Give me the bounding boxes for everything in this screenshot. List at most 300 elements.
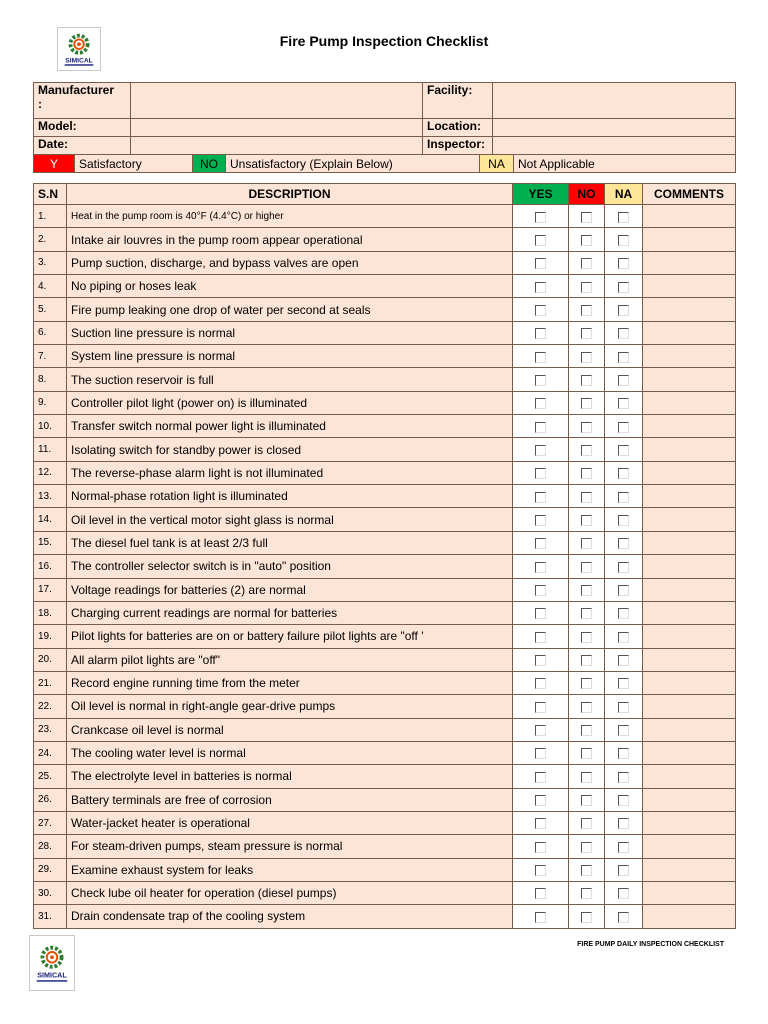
row-number: 2. (34, 228, 67, 251)
row-description: For steam-driven pumps, steam pressure is normal (67, 835, 513, 858)
row-number: 18. (34, 601, 67, 624)
cell-no (569, 788, 605, 811)
na-checkbox[interactable] (618, 328, 629, 339)
row-description: Fire pump leaking one drop of water per second at seals (67, 298, 513, 321)
cell-yes (513, 625, 569, 648)
na-checkbox[interactable] (618, 398, 629, 409)
na-checkbox[interactable] (618, 235, 629, 246)
cell-no (569, 625, 605, 648)
cell-no (569, 205, 605, 228)
inspector-label: Inspector: (423, 137, 493, 155)
manufacturer-field[interactable] (131, 83, 423, 119)
table-row (34, 811, 736, 834)
na-checkbox[interactable] (618, 445, 629, 456)
cell-na (605, 205, 643, 228)
row-number: 20. (34, 648, 67, 671)
cell-no (569, 251, 605, 274)
yes-checkbox[interactable] (535, 235, 546, 246)
cell-no (569, 415, 605, 438)
header-comments: COMMENTS (643, 184, 736, 205)
comments-cell[interactable] (643, 835, 736, 858)
cell-yes (513, 391, 569, 414)
na-checkbox[interactable] (618, 352, 629, 363)
cell-na (605, 625, 643, 648)
yes-checkbox[interactable] (535, 678, 546, 689)
cell-na (605, 788, 643, 811)
no-checkbox[interactable] (581, 655, 592, 666)
cell-no (569, 835, 605, 858)
no-checkbox[interactable] (581, 422, 592, 433)
legend-no-tag: NO (193, 155, 226, 173)
row-description: The controller selector switch is in "auto" position (67, 555, 513, 578)
no-checkbox[interactable] (581, 795, 592, 806)
cell-yes (513, 345, 569, 368)
table-row (34, 881, 736, 904)
comments-cell[interactable] (643, 555, 736, 578)
na-checkbox[interactable] (618, 282, 629, 293)
cell-yes (513, 555, 569, 578)
row-number: 6. (34, 321, 67, 344)
table-row (34, 508, 736, 531)
row-number: 5. (34, 298, 67, 321)
cell-yes (513, 321, 569, 344)
no-checkbox[interactable] (581, 398, 592, 409)
row-description: Examine exhaust system for leaks (67, 858, 513, 881)
cell-na (605, 671, 643, 694)
cell-na (605, 741, 643, 764)
cell-yes (513, 718, 569, 741)
no-checkbox[interactable] (581, 328, 592, 339)
row-number: 22. (34, 695, 67, 718)
no-checkbox[interactable] (581, 678, 592, 689)
comments-cell[interactable] (643, 251, 736, 274)
table-row (34, 718, 736, 741)
yes-checkbox[interactable] (535, 352, 546, 363)
svg-text:SIMICAL: SIMICAL (37, 971, 67, 980)
legend-yes-text: Satisfactory (75, 155, 193, 173)
row-number: 11. (34, 438, 67, 461)
row-number: 26. (34, 788, 67, 811)
na-checkbox[interactable] (618, 608, 629, 619)
cell-na (605, 298, 643, 321)
comments-cell[interactable] (643, 531, 736, 554)
row-description: Record engine running time from the meter (67, 671, 513, 694)
row-number: 29. (34, 858, 67, 881)
cell-na (605, 531, 643, 554)
table-row (34, 461, 736, 484)
header-na: NA (605, 184, 643, 205)
cell-no (569, 695, 605, 718)
comments-cell[interactable] (643, 368, 736, 391)
cell-yes (513, 788, 569, 811)
cell-yes (513, 508, 569, 531)
row-description: The suction reservoir is full (67, 368, 513, 391)
table-row (34, 648, 736, 671)
cell-na (605, 858, 643, 881)
facility-field[interactable] (493, 83, 736, 119)
row-number: 19. (34, 625, 67, 648)
comments-cell[interactable] (643, 811, 736, 834)
cell-no (569, 881, 605, 904)
na-checkbox[interactable] (618, 842, 629, 853)
row-number: 25. (34, 765, 67, 788)
cell-na (605, 601, 643, 624)
yes-checkbox[interactable] (535, 422, 546, 433)
comments-cell[interactable] (643, 858, 736, 881)
table-row (34, 415, 736, 438)
row-description: All alarm pilot lights are "off" (67, 648, 513, 671)
row-description: Battery terminals are free of corrosion (67, 788, 513, 811)
na-checkbox[interactable] (618, 772, 629, 783)
no-checkbox[interactable] (581, 235, 592, 246)
table-row (34, 368, 736, 391)
no-checkbox[interactable] (581, 492, 592, 503)
table-row (34, 275, 736, 298)
row-description: The reverse-phase alarm light is not illuminated (67, 461, 513, 484)
location-field[interactable] (493, 119, 736, 137)
comments-cell[interactable] (643, 718, 736, 741)
yes-checkbox[interactable] (535, 888, 546, 899)
table-row (34, 578, 736, 601)
cell-na (605, 391, 643, 414)
row-number: 9. (34, 391, 67, 414)
yes-checkbox[interactable] (535, 398, 546, 409)
cell-na (605, 881, 643, 904)
yes-checkbox[interactable] (535, 702, 546, 713)
comments-cell[interactable] (643, 228, 736, 251)
row-description: Heat in the pump room is 40°F (4.4°C) or higher (67, 205, 513, 228)
na-checkbox[interactable] (618, 562, 629, 573)
cell-na (605, 368, 643, 391)
legend-row (33, 154, 736, 173)
yes-checkbox[interactable] (535, 328, 546, 339)
no-checkbox[interactable] (581, 842, 592, 853)
no-checkbox[interactable] (581, 468, 592, 479)
yes-checkbox[interactable] (535, 305, 546, 316)
cell-na (605, 321, 643, 344)
footer-logo (29, 935, 75, 991)
cell-yes (513, 578, 569, 601)
na-checkbox[interactable] (618, 212, 629, 223)
row-number: 4. (34, 275, 67, 298)
row-number: 15. (34, 531, 67, 554)
no-checkbox[interactable] (581, 888, 592, 899)
manufacturer-label: Manufacturer : (34, 83, 131, 119)
simical-gear-logo-icon (30, 936, 74, 990)
model-label: Model: (34, 119, 131, 137)
table-row (34, 788, 736, 811)
cell-yes (513, 858, 569, 881)
yes-checkbox[interactable] (535, 818, 546, 829)
header-description: DESCRIPTION (67, 184, 513, 205)
comments-cell[interactable] (643, 741, 736, 764)
cell-na (605, 905, 643, 928)
yes-checkbox[interactable] (535, 865, 546, 876)
no-checkbox[interactable] (581, 818, 592, 829)
row-description: Pump suction, discharge, and bypass valves are open (67, 251, 513, 274)
row-number: 24. (34, 741, 67, 764)
comments-cell[interactable] (643, 578, 736, 601)
cell-na (605, 811, 643, 834)
row-number: 17. (34, 578, 67, 601)
row-number: 21. (34, 671, 67, 694)
cell-no (569, 531, 605, 554)
legend-na-tag: NA (480, 155, 514, 173)
comments-cell[interactable] (643, 275, 736, 298)
yes-checkbox[interactable] (535, 492, 546, 503)
yes-checkbox[interactable] (535, 282, 546, 293)
table-row (34, 321, 736, 344)
yes-checkbox[interactable] (535, 748, 546, 759)
row-number: 16. (34, 555, 67, 578)
na-checkbox[interactable] (618, 655, 629, 666)
na-checkbox[interactable] (618, 702, 629, 713)
cell-no (569, 741, 605, 764)
model-field[interactable] (131, 119, 423, 137)
na-checkbox[interactable] (618, 632, 629, 643)
cell-na (605, 461, 643, 484)
no-checkbox[interactable] (581, 632, 592, 643)
no-checkbox[interactable] (581, 865, 592, 876)
row-number: 23. (34, 718, 67, 741)
no-checkbox[interactable] (581, 538, 592, 549)
cell-no (569, 438, 605, 461)
no-checkbox[interactable] (581, 562, 592, 573)
row-number: 12. (34, 461, 67, 484)
cell-yes (513, 648, 569, 671)
header-yes: YES (513, 184, 569, 205)
cell-no (569, 228, 605, 251)
comments-cell[interactable] (643, 485, 736, 508)
no-checkbox[interactable] (581, 748, 592, 759)
na-checkbox[interactable] (618, 305, 629, 316)
legend-no-text: Unsatisfactory (Explain Below) (226, 155, 480, 173)
cell-no (569, 368, 605, 391)
table-row (34, 228, 736, 251)
no-checkbox[interactable] (581, 912, 592, 923)
no-checkbox[interactable] (581, 305, 592, 316)
cell-na (605, 251, 643, 274)
row-description: Voltage readings for batteries (2) are normal (67, 578, 513, 601)
yes-checkbox[interactable] (535, 538, 546, 549)
no-checkbox[interactable] (581, 585, 592, 596)
na-checkbox[interactable] (618, 258, 629, 269)
table-row (34, 298, 736, 321)
comments-cell[interactable] (643, 415, 736, 438)
cell-yes (513, 461, 569, 484)
yes-checkbox[interactable] (535, 212, 546, 223)
yes-checkbox[interactable] (535, 375, 546, 386)
row-description: Oil level in the vertical motor sight glass is normal (67, 508, 513, 531)
row-description: The electrolyte level in batteries is normal (67, 765, 513, 788)
cell-yes (513, 765, 569, 788)
cell-yes (513, 881, 569, 904)
cell-no (569, 905, 605, 928)
cell-yes (513, 531, 569, 554)
no-checkbox[interactable] (581, 375, 592, 386)
header-no: NO (569, 184, 605, 205)
table-row (34, 251, 736, 274)
row-number: 14. (34, 508, 67, 531)
cell-yes (513, 251, 569, 274)
date-field[interactable] (131, 137, 423, 155)
comments-cell[interactable] (643, 625, 736, 648)
yes-checkbox[interactable] (535, 842, 546, 853)
row-description: Pilot lights for batteries are on or battery failure pilot lights are "off ' (67, 625, 513, 648)
yes-checkbox[interactable] (535, 445, 546, 456)
inspector-field[interactable] (493, 137, 736, 155)
na-checkbox[interactable] (618, 912, 629, 923)
comments-cell[interactable] (643, 298, 736, 321)
comments-cell[interactable] (643, 695, 736, 718)
cell-na (605, 415, 643, 438)
no-checkbox[interactable] (581, 608, 592, 619)
cell-no (569, 765, 605, 788)
comments-cell[interactable] (643, 765, 736, 788)
comments-cell[interactable] (643, 345, 736, 368)
table-row (34, 671, 736, 694)
yes-checkbox[interactable] (535, 562, 546, 573)
na-checkbox[interactable] (618, 865, 629, 876)
row-number: 7. (34, 345, 67, 368)
cell-yes (513, 298, 569, 321)
cell-no (569, 718, 605, 741)
row-description: Drain condensate trap of the cooling system (67, 905, 513, 928)
cell-no (569, 275, 605, 298)
cell-yes (513, 905, 569, 928)
na-checkbox[interactable] (618, 818, 629, 829)
no-checkbox[interactable] (581, 702, 592, 713)
comments-cell[interactable] (643, 321, 736, 344)
table-row (34, 345, 736, 368)
cell-na (605, 275, 643, 298)
yes-checkbox[interactable] (535, 655, 546, 666)
comments-cell[interactable] (643, 508, 736, 531)
na-checkbox[interactable] (618, 538, 629, 549)
comments-cell[interactable] (643, 601, 736, 624)
na-checkbox[interactable] (618, 492, 629, 503)
table-row (34, 765, 736, 788)
no-checkbox[interactable] (581, 445, 592, 456)
yes-checkbox[interactable] (535, 725, 546, 736)
comments-cell[interactable] (643, 461, 736, 484)
comments-cell[interactable] (643, 438, 736, 461)
table-row (34, 858, 736, 881)
no-checkbox[interactable] (581, 725, 592, 736)
na-checkbox[interactable] (618, 725, 629, 736)
row-description: Transfer switch normal power light is illuminated (67, 415, 513, 438)
cell-no (569, 601, 605, 624)
cell-no (569, 811, 605, 834)
yes-checkbox[interactable] (535, 795, 546, 806)
na-checkbox[interactable] (618, 585, 629, 596)
svg-text:SIMICAL: SIMICAL (65, 57, 93, 65)
yes-checkbox[interactable] (535, 258, 546, 269)
comments-cell[interactable] (643, 648, 736, 671)
comments-cell[interactable] (643, 881, 736, 904)
no-checkbox[interactable] (581, 515, 592, 526)
cell-no (569, 345, 605, 368)
comments-cell[interactable] (643, 205, 736, 228)
na-checkbox[interactable] (618, 795, 629, 806)
cell-na (605, 578, 643, 601)
cell-no (569, 671, 605, 694)
row-number: 13. (34, 485, 67, 508)
row-number: 10. (34, 415, 67, 438)
no-checkbox[interactable] (581, 282, 592, 293)
date-label: Date: (34, 137, 131, 155)
cell-na (605, 695, 643, 718)
header-sn: S.N (34, 184, 67, 205)
row-description: No piping or hoses leak (67, 275, 513, 298)
comments-cell[interactable] (643, 905, 736, 928)
yes-checkbox[interactable] (535, 608, 546, 619)
cell-no (569, 555, 605, 578)
cell-no (569, 508, 605, 531)
table-row (34, 485, 736, 508)
cell-no (569, 858, 605, 881)
comments-cell[interactable] (643, 391, 736, 414)
row-description: The cooling water level is normal (67, 741, 513, 764)
yes-checkbox[interactable] (535, 515, 546, 526)
cell-yes (513, 601, 569, 624)
cell-na (605, 485, 643, 508)
cell-yes (513, 741, 569, 764)
row-description: Suction line pressure is normal (67, 321, 513, 344)
row-description: Crankcase oil level is normal (67, 718, 513, 741)
na-checkbox[interactable] (618, 888, 629, 899)
row-description: Normal-phase rotation light is illuminated (67, 485, 513, 508)
table-row (34, 835, 736, 858)
cell-na (605, 228, 643, 251)
cell-na (605, 718, 643, 741)
cell-yes (513, 438, 569, 461)
na-checkbox[interactable] (618, 678, 629, 689)
cell-yes (513, 485, 569, 508)
legend-na-text: Not Applicable (514, 155, 736, 173)
row-description: The diesel fuel tank is at least 2/3 full (67, 531, 513, 554)
cell-no (569, 485, 605, 508)
cell-na (605, 345, 643, 368)
cell-na (605, 765, 643, 788)
table-row (34, 391, 736, 414)
yes-checkbox[interactable] (535, 468, 546, 479)
no-checkbox[interactable] (581, 212, 592, 223)
yes-checkbox[interactable] (535, 585, 546, 596)
row-description: Water-jacket heater is operational (67, 811, 513, 834)
comments-cell[interactable] (643, 788, 736, 811)
no-checkbox[interactable] (581, 258, 592, 269)
na-checkbox[interactable] (618, 515, 629, 526)
yes-checkbox[interactable] (535, 912, 546, 923)
yes-checkbox[interactable] (535, 632, 546, 643)
na-checkbox[interactable] (618, 468, 629, 479)
na-checkbox[interactable] (618, 375, 629, 386)
no-checkbox[interactable] (581, 352, 592, 363)
table-row (34, 205, 736, 228)
cell-na (605, 835, 643, 858)
cell-yes (513, 695, 569, 718)
cell-na (605, 438, 643, 461)
cell-yes (513, 228, 569, 251)
comments-cell[interactable] (643, 671, 736, 694)
no-checkbox[interactable] (581, 772, 592, 783)
yes-checkbox[interactable] (535, 772, 546, 783)
row-number: 30. (34, 881, 67, 904)
table-row (34, 531, 736, 554)
na-checkbox[interactable] (618, 422, 629, 433)
na-checkbox[interactable] (618, 748, 629, 759)
